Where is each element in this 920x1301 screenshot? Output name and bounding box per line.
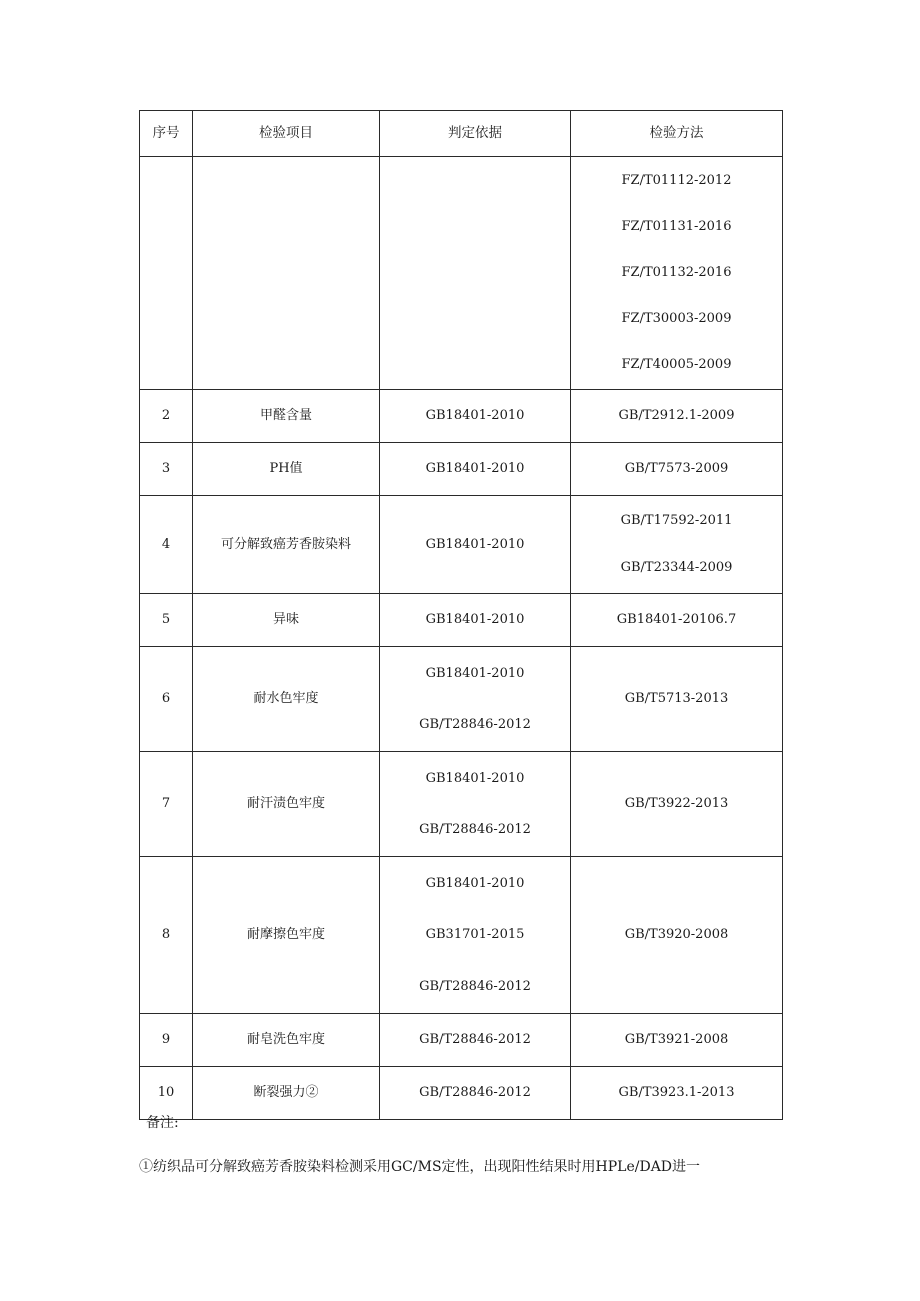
table-row — [140, 443, 783, 496]
cell-method — [571, 752, 783, 857]
table-row — [140, 1067, 783, 1120]
method-standard: FZ/T30003-2009 — [621, 311, 732, 327]
cell-method — [571, 390, 783, 443]
cell-item: PH值 — [193, 443, 380, 496]
cell-basis — [380, 594, 571, 647]
basis-standard: GB18401-2010 — [425, 408, 525, 424]
cell-item: 耐汗渍色牢度 — [193, 752, 380, 857]
cell-basis — [380, 443, 571, 496]
table-row — [140, 1014, 783, 1067]
cell-method — [571, 647, 783, 752]
basis-standard: GB18401-2010 — [425, 461, 525, 477]
cell-method — [571, 1067, 783, 1120]
table-body — [140, 157, 783, 1120]
table-row — [140, 157, 783, 390]
method-standard: FZ/T40005-2009 — [621, 357, 732, 373]
method-standard: GB/T3920-2008 — [624, 927, 729, 943]
cell-item: 可分解致癌芳香胺染料 — [193, 496, 380, 594]
basis-standard: GB31701-2015 — [425, 927, 525, 943]
cell-no — [140, 157, 193, 390]
method-standard: GB/T3921-2008 — [624, 1032, 729, 1048]
cell-no: 5 — [140, 594, 193, 647]
cell-basis — [380, 157, 571, 390]
cell-no: 6 — [140, 647, 193, 752]
cell-method — [571, 1014, 783, 1067]
cell-basis — [380, 1014, 571, 1067]
basis-standard: GB18401-2010 — [425, 875, 525, 891]
method-standard: GB/T17592-2011 — [620, 512, 733, 528]
basis-standard: GB/T28846-2012 — [419, 1085, 531, 1101]
table-row — [140, 594, 783, 647]
cell-item: 甲醛含量 — [193, 390, 380, 443]
notes-title: 备注: — [146, 1115, 179, 1131]
table-row — [140, 752, 783, 857]
inspection-table — [139, 110, 783, 1120]
basis-standard: GB/T28846-2012 — [419, 821, 531, 837]
header-no: 序号 — [140, 111, 193, 157]
table-header-row — [140, 111, 783, 157]
cell-no: 4 — [140, 496, 193, 594]
table-row — [140, 390, 783, 443]
cell-no: 2 — [140, 390, 193, 443]
cell-basis — [380, 647, 571, 752]
cell-item — [193, 157, 380, 390]
basis-standard: GB/T28846-2012 — [419, 1032, 531, 1048]
method-standard: GB/T23344-2009 — [620, 560, 733, 576]
basis-standard: GB18401-2010 — [425, 536, 525, 552]
table-row — [140, 496, 783, 594]
method-standard: FZ/T01112-2012 — [621, 173, 732, 189]
cell-no: 7 — [140, 752, 193, 857]
basis-standard: GB18401-2010 — [425, 665, 525, 681]
cell-method — [571, 594, 783, 647]
cell-no: 8 — [140, 857, 193, 1014]
header-basis: 判定依据 — [380, 111, 571, 157]
cell-method — [571, 157, 783, 390]
cell-basis — [380, 857, 571, 1014]
method-standard: GB18401-20106.7 — [616, 612, 737, 628]
cell-item: 耐摩擦色牢度 — [193, 857, 380, 1014]
cell-item: 耐水色牢度 — [193, 647, 380, 752]
method-standard: GB/T3923.1-2013 — [618, 1085, 735, 1101]
table-row — [140, 857, 783, 1014]
notes-line-1: ①纺织品可分解致癌芳香胺染料检测采用GC/MS定性，出现阳性结果时用HPLe/DAD进一 — [139, 1159, 701, 1175]
cell-no: 3 — [140, 443, 193, 496]
cell-method — [571, 857, 783, 1014]
method-standard: FZ/T01132-2016 — [621, 265, 732, 281]
method-standard: GB/T7573-2009 — [624, 461, 729, 477]
header-item: 检验项目 — [193, 111, 380, 157]
cell-item: 耐皂洗色牢度 — [193, 1014, 380, 1067]
cell-method — [571, 496, 783, 594]
cell-basis — [380, 1067, 571, 1120]
basis-standard: GB/T28846-2012 — [419, 978, 531, 994]
cell-item: 异味 — [193, 594, 380, 647]
cell-no: 9 — [140, 1014, 193, 1067]
method-standard: GB/T2912.1-2009 — [618, 408, 735, 424]
cell-basis — [380, 752, 571, 857]
method-standard: GB/T5713-2013 — [624, 691, 729, 707]
table-row — [140, 647, 783, 752]
cell-no: 10 — [140, 1067, 193, 1120]
basis-standard: GB18401-2010 — [425, 770, 525, 786]
basis-standard: GB18401-2010 — [425, 612, 525, 628]
cell-method — [571, 443, 783, 496]
basis-standard: GB/T28846-2012 — [419, 716, 531, 732]
method-standard: GB/T3922-2013 — [624, 796, 729, 812]
cell-basis — [380, 390, 571, 443]
header-method: 检验方法 — [571, 111, 783, 157]
cell-item: 断裂强力② — [193, 1067, 380, 1120]
cell-basis — [380, 496, 571, 594]
method-standard: FZ/T01131-2016 — [621, 219, 732, 235]
